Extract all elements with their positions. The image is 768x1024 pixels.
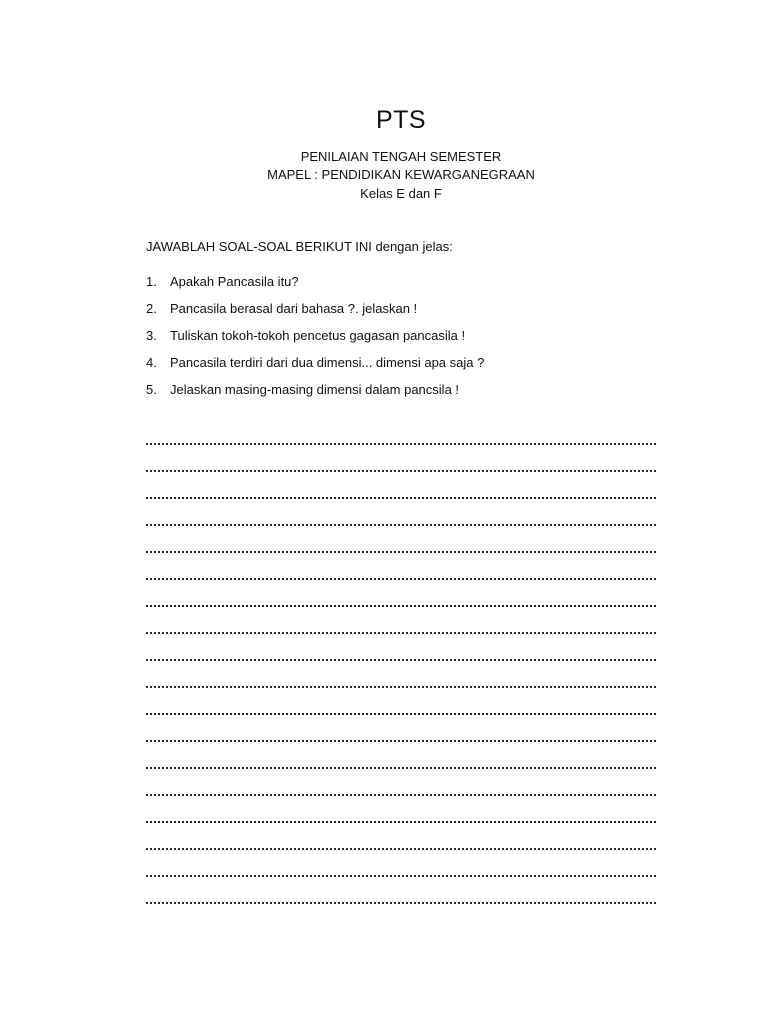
answer-line xyxy=(146,541,656,568)
answer-line xyxy=(146,811,656,838)
answer-line xyxy=(146,676,656,703)
exam-type-heading: PENILAIAN TENGAH SEMESTER xyxy=(300,149,502,164)
answer-line xyxy=(146,730,656,757)
answer-line xyxy=(146,595,656,622)
question-item xyxy=(146,381,484,408)
answer-line xyxy=(146,433,656,460)
answer-line xyxy=(146,892,656,919)
question-number: 5. xyxy=(146,382,157,397)
answer-line xyxy=(146,460,656,487)
answer-line xyxy=(146,703,656,730)
question-text: Apakah Pancasila itu? xyxy=(170,274,299,289)
answer-line xyxy=(146,622,656,649)
answer-line xyxy=(146,649,656,676)
answer-line xyxy=(146,838,656,865)
page-title: PTS xyxy=(375,106,427,134)
class-heading: Kelas E dan F xyxy=(360,186,442,201)
question-number: 3. xyxy=(146,328,157,343)
answer-line xyxy=(146,865,656,892)
answer-line xyxy=(146,514,656,541)
question-item xyxy=(146,300,484,327)
answer-line xyxy=(146,487,656,514)
question-text: Jelaskan masing-masing dimensi dalam pancsila ! xyxy=(170,382,460,397)
question-text: Pancasila berasal dari bahasa ?. jelaskan ! xyxy=(170,301,418,316)
question-item xyxy=(146,354,484,381)
question-text: Tuliskan tokoh-tokoh pencetus gagasan pancasila ! xyxy=(170,328,466,343)
answer-line xyxy=(146,784,656,811)
question-number: 1. xyxy=(146,274,157,289)
question-item xyxy=(146,327,484,354)
question-list xyxy=(146,273,484,408)
question-item xyxy=(146,273,484,300)
answer-line xyxy=(146,757,656,784)
question-text: Pancasila terdiri dari dua dimensi... dimensi apa saja ? xyxy=(170,355,485,370)
answer-area xyxy=(146,433,656,919)
answer-line xyxy=(146,568,656,595)
question-number: 4. xyxy=(146,355,157,370)
question-number: 2. xyxy=(146,301,157,316)
instruction-text: JAWABLAH SOAL-SOAL BERIKUT INI dengan jelas: xyxy=(146,239,453,254)
subject-heading: MAPEL : PENDIDIKAN KEWARGANEGRAAN xyxy=(267,167,535,182)
